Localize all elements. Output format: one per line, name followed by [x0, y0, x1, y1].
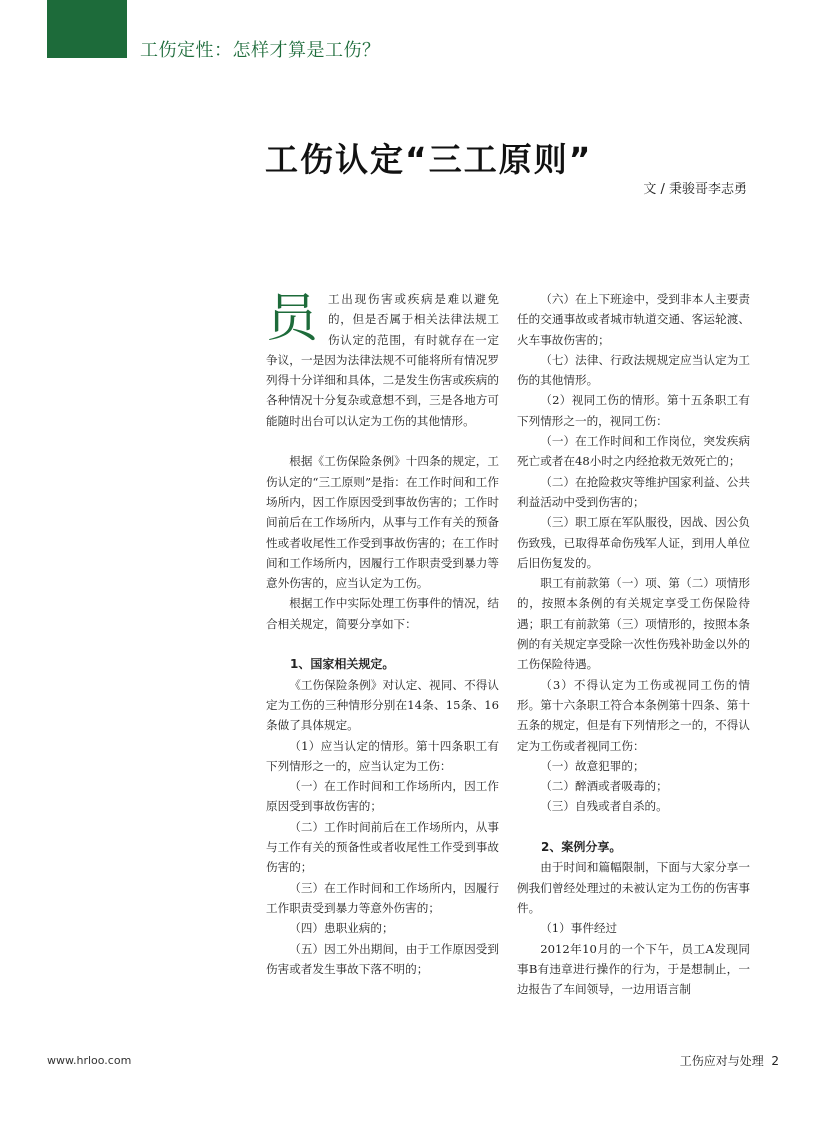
body-paragraph: （二）在抢险救灾等维护国家利益、公共利益活动中受到伤害的； [517, 474, 750, 509]
body-paragraph: （四）患职业病的； [289, 921, 394, 936]
left-column-body [266, 431, 499, 979]
body-paragraph: 由于时间和篇幅限制，下面与大家分享一例我们曾经处理过的未被认定为工伤的伤害事件。 [517, 860, 750, 915]
intro-text: 工出现伤害或疾病是难以避免的，但是否属于相关法律法规工伤认定的范围，有时就存在一定争议，一是因为法律法规不可能将所有情况罗列得十分详细和具体，二是发生伤害或疾病的各种情况十分复杂或意想不到，三是各地方可能随时出台可以认定为工伤的其他情形。 [266, 292, 499, 428]
footer-page-number: 2 [771, 1054, 779, 1068]
body-paragraph: 根据《工伤保险条例》十四条的规定，工伤认定的“三工原则”是指：在工作时间和工作场所内，因工作原因受到事故伤害的；工作时间前后在工作场所内，从事与工作有关的预备性或者收尾性工作受到事故伤害的；在工作时间和工作场所内，因履行工作职责受到暴力等意外伤害的，应当认定为工伤。 [266, 454, 499, 591]
section-subheading: 1、国家相关规定。 [290, 657, 395, 672]
body-paragraph: 职工有前款第（一）项、第（二）项情形的，按照本条例的有关规定享受工伤保险待遇；职工有前款第（三）项情形的，按照本条例的有关规定享受除一次性伤残补助金以外的工伤保险待遇。 [517, 576, 750, 672]
section-title: 工伤定性：怎样才算是工伤？ [140, 40, 381, 61]
footer-page-info [680, 1052, 779, 1069]
header-color-block [47, 0, 127, 58]
article-author: 文 / 秉骏哥李志勇 [643, 182, 747, 197]
body-paragraph: （三）自残或者自杀的。 [540, 799, 668, 814]
body-paragraph: 根据工作中实际处理工伤事件的情况，结合相关规定，简要分享如下： [266, 596, 499, 631]
body-paragraph: （一）在工作时间和工作岗位，突发疾病死亡或者在48小时之内经抢救无效死亡的； [517, 434, 750, 469]
body-paragraph: （二）醉酒或者吸毒的； [540, 779, 668, 794]
body-paragraph: （三）在工作时间和工作场所内，因履行工作职责受到暴力等意外伤害的； [266, 880, 499, 915]
left-column [266, 289, 499, 979]
paragraph-gap [266, 634, 499, 654]
footer-website: www.hrloo.com [47, 1054, 132, 1067]
body-paragraph: （七）法律、行政法规规定应当认定为工伤的其他情形。 [517, 352, 750, 388]
body-paragraph: （三）职工原在军队服役，因战、因公负伤致残，已取得革命伤残军人证，到用人单位后旧伤复发的。 [517, 515, 750, 570]
body-paragraph: 《工伤保险条例》对认定、视同、不得认定为工伤的三种情形分别在14条、15条、16条做了具体规定。 [266, 677, 499, 733]
body-paragraph: （一）故意犯罪的； [540, 758, 645, 773]
body-paragraph: （六）在上下班途中，受到非本人主要责任的交通事故或者城市轨道交通、客运轮渡、火车事故伤害的； [517, 292, 750, 347]
body-paragraph: （二）工作时间前后在工作场所内，从事与工作有关的预备性或者收尾性工作受到事故伤害的； [266, 819, 499, 875]
right-column-body [517, 289, 750, 999]
paragraph-gap [517, 817, 750, 837]
body-paragraph: （一）在工作时间和工作场所内，因工作原因受到事故伤害的； [266, 779, 499, 814]
body-paragraph: （1）事件经过 [540, 921, 618, 936]
section-subheading: 2、案例分享。 [541, 840, 622, 855]
body-paragraph: （1）应当认定的情形。第十四条职工有下列情形之一的，应当认定为工伤： [266, 738, 499, 773]
article-title: 工伤认定“三工原则” [265, 140, 593, 179]
intro-paragraph [266, 289, 499, 431]
body-paragraph: （五）因工外出期间，由于工作原因受到伤害或者发生事故下落不明的； [266, 941, 499, 976]
body-paragraph: 2012年10月的一个下午，员工A发现同事B有违章进行操作的行为，于是想制止，一边报告了车间领导，一边用语言制 [517, 941, 750, 997]
paragraph-gap [266, 431, 499, 451]
footer-publication: 工伤应对与处理 [679, 1054, 764, 1068]
body-paragraph: （2）视同工伤的情形。第十五条职工有下列情形之一的，视同工伤： [517, 393, 750, 428]
body-paragraph: （3）不得认定为工伤或视同工伤的情形。第十六条职工符合本条例第十四条、第十五条的规定，但是有下列情形之一的，不得认定为工伤或者视同工伤： [517, 677, 750, 753]
drop-cap: 员 [266, 289, 319, 349]
right-column [517, 289, 750, 999]
